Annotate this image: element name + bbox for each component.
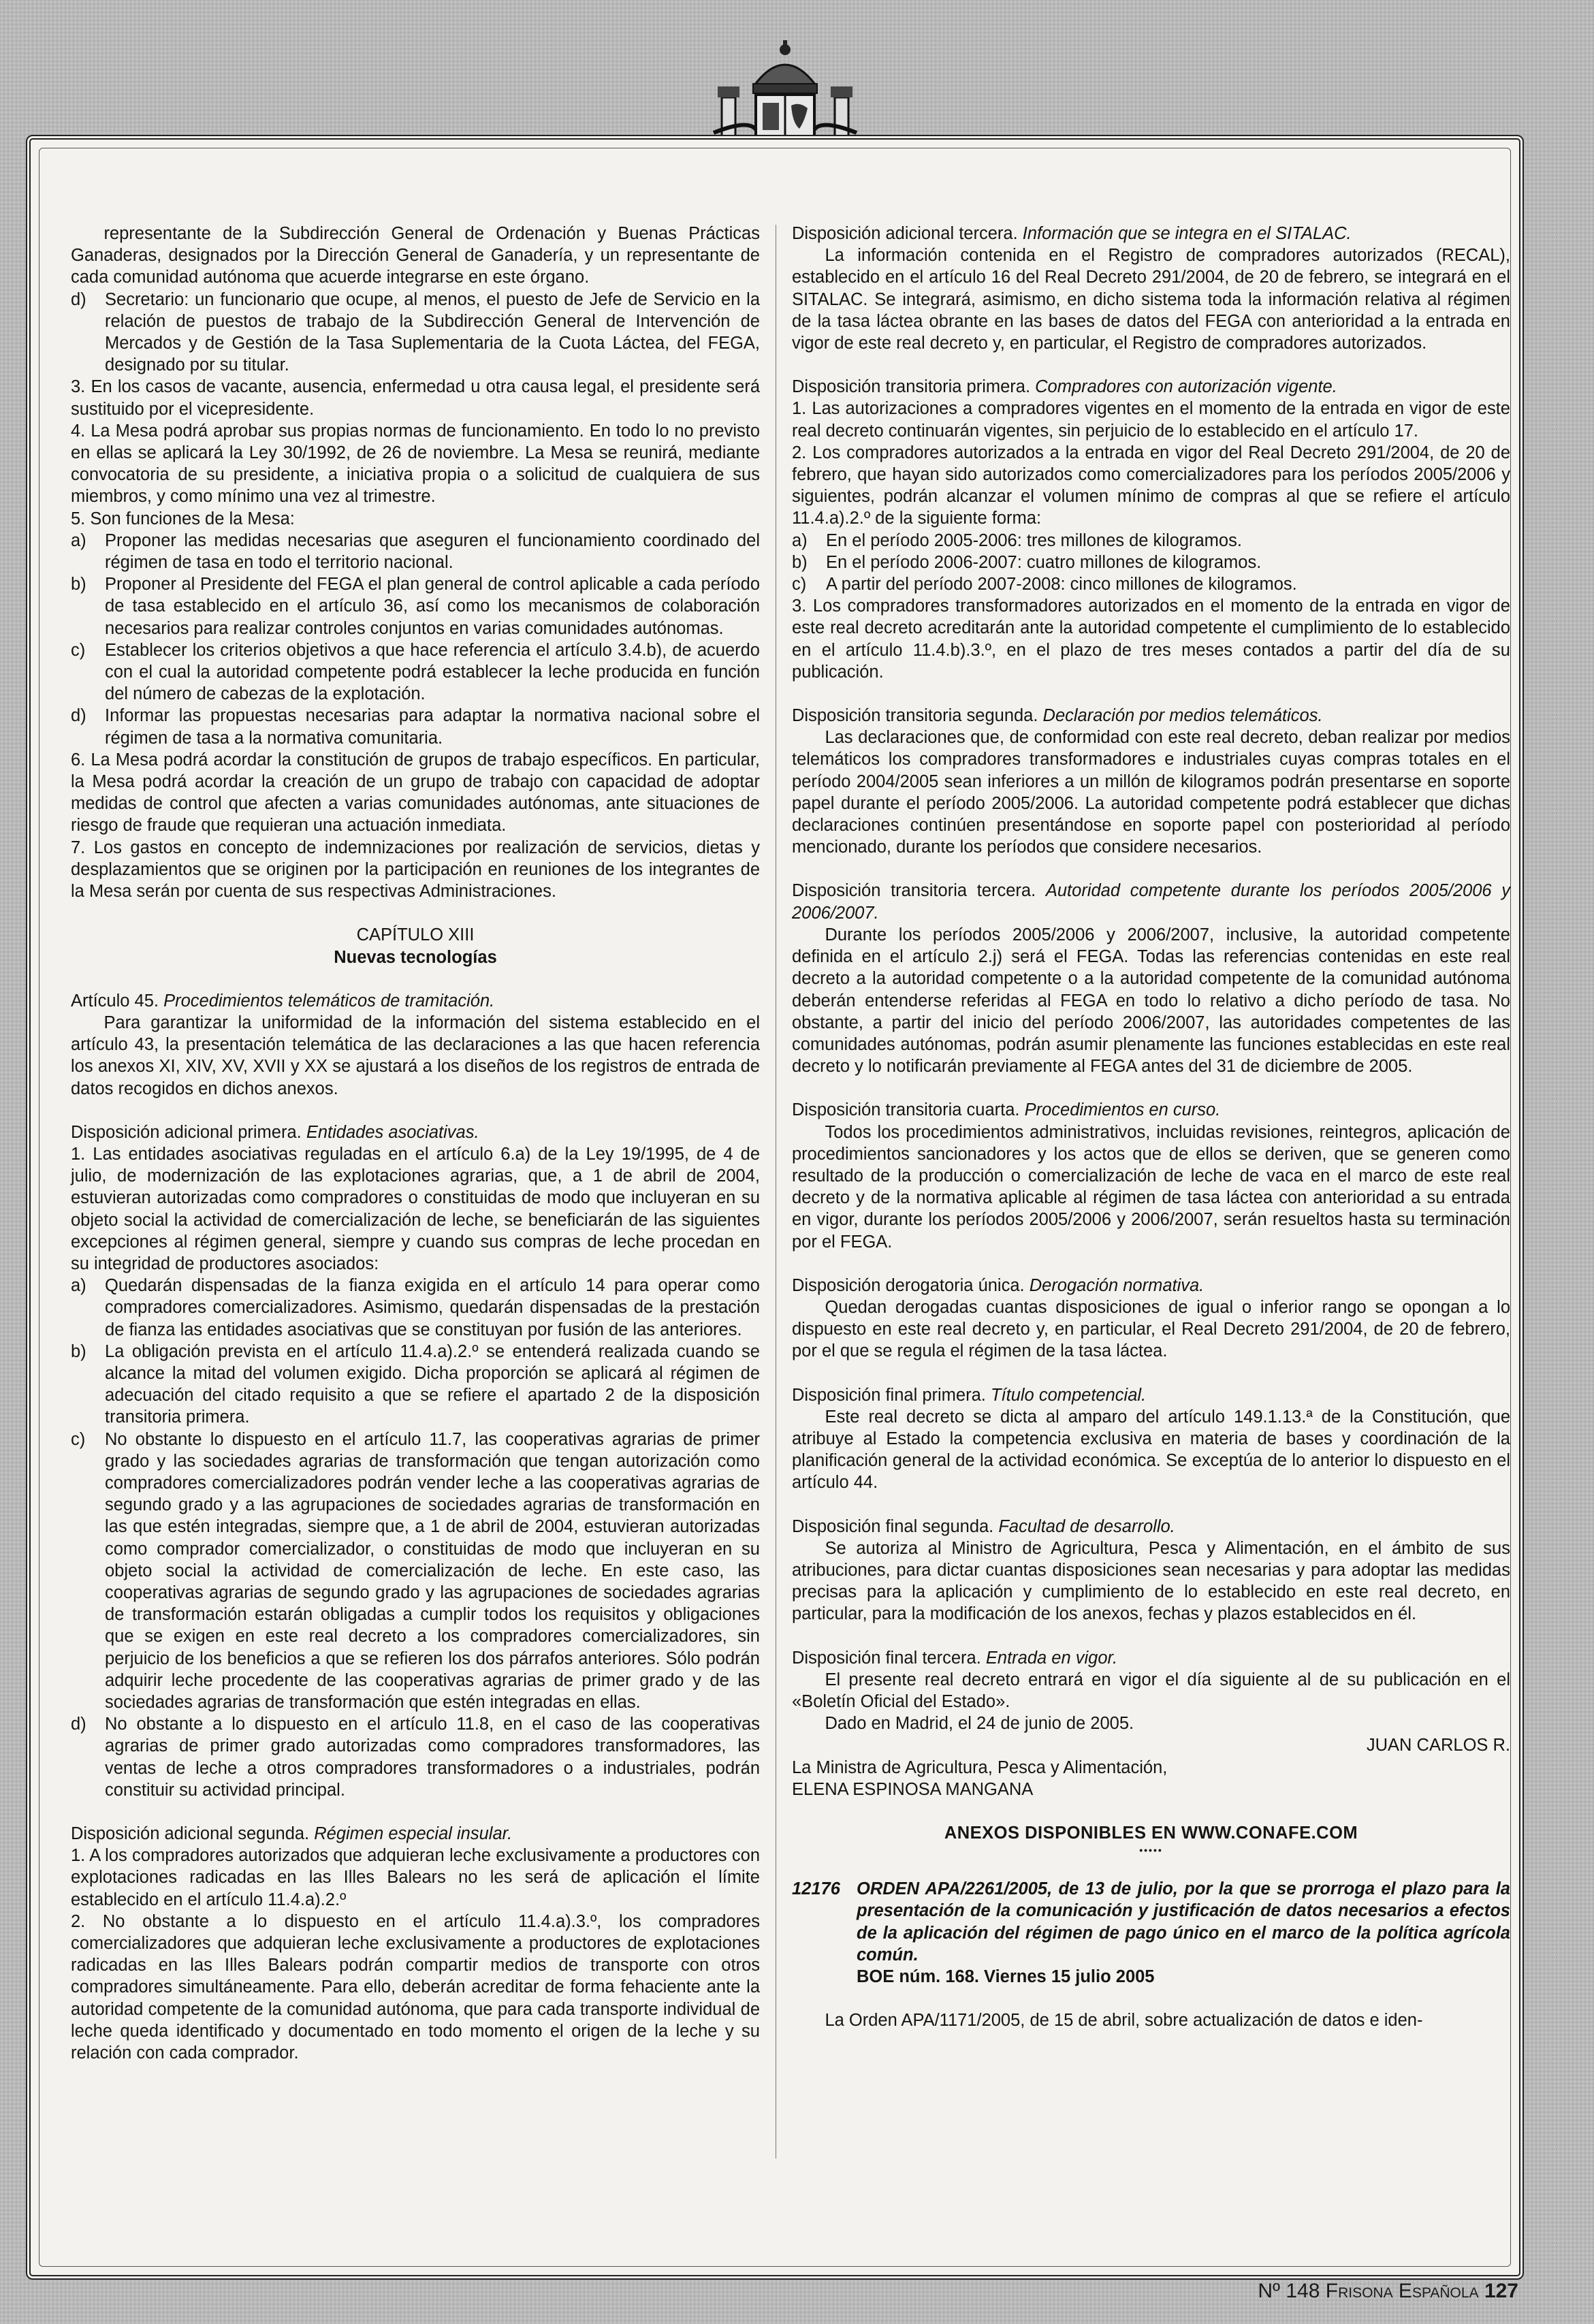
list-text: La obligación prevista en el artículo 11.4.a).2.º se entenderá realizada cuando se alcance la mitad del volumen exigido. Dicha proporción se aplicará al régimen de adecuación del citado requisito a que se refiere el apartado 2 de la disposición transitoria primera. — [105, 1341, 760, 1427]
paragraph: 1. A los compradores autorizados que adquieran leche exclusivamente a productores con explotaciones radicadas en las Illes Balears no les será de aplicación el límite establecido en el artículo 11.4.a).2.º — [71, 1846, 760, 1909]
list-item — [792, 573, 1510, 595]
list-item — [71, 705, 760, 748]
paragraph: 4. La Mesa podrá aprobar sus propias normas de funcionamiento. En todo lo no previsto en ellas se aplicará la Ley 30/1992, de 26 de noviembre. La Mesa se reunirá, mediante convocatoria de su presidente, a iniciativa propia o a solicitud de cualquiera de sus miembros, y como mínimo una vez al trimestre. — [71, 421, 760, 507]
separator-dots: ••••• — [1139, 1845, 1163, 1856]
minister-title: La Ministra de Agricultura, Pesca y Alimentación, — [792, 1757, 1168, 1777]
chapter-number: CAPÍTULO XIII — [356, 925, 475, 945]
chapter-title: Nuevas tecnologías — [334, 947, 497, 967]
list-text: Establecer los criterios objetivos a que hace referencia el artículo 3.4.b), de acuerdo con el cual la autoridad competente podrá establecer la leche producida en función del número de cabezas de la explotación. — [105, 640, 760, 704]
list-item — [71, 1713, 760, 1801]
list-item — [71, 530, 760, 573]
section-lead: Disposición adicional primera. — [71, 1122, 302, 1142]
order-title — [857, 1878, 1510, 1988]
section-lead: Disposición transitoria primera. — [792, 377, 1031, 397]
list-text: No obstante lo dispuesto en el artículo 11.7, las cooperativas agrarias de primer grado y las sociedades agrarias de transformación que tengan autorización como compradores comercializadores podrán vender leche a las cooperativas agrarias de segundo grado y a las agrupaciones de sociedades agrarias de transformación en las que estén integradas, siempre que, a 1 de abril de 2004, estuvieran autorizadas como comprador comercializador, o constituidas de modo que incluyeran en su objeto social la actividad de comercialización de leche. En este caso, las cooperativas agrarias de segundo grado y las agrupaciones de sociedades agrarias de transformación estarán obligadas a cumplir todos los requisitos y obligaciones que se exigen en este real decreto a los compradores comercializadores, sin perjuicio de los beneficios a que se refieren los dos párrafos anteriores. Sólo podrán adquirir leche procedente de las cooperativas agrarias de primer grado y de las sociedades agrarias de transformación que estén integradas en ellas. — [105, 1429, 760, 1712]
list-item — [71, 289, 760, 377]
order-number: 12176 — [792, 1879, 840, 1899]
paragraph: 5. Son funciones de la Mesa: — [71, 509, 295, 528]
list-item — [71, 573, 760, 639]
section-heading — [792, 1384, 1510, 1406]
annexes-link: ANEXOS DISPONIBLES EN WWW.CONAFE.COM — [944, 1824, 1358, 1843]
section-lead: Disposición final segunda. — [792, 1516, 994, 1536]
paragraph: Se autoriza al Ministro de Agricultura, Pesca y Alimentación, en el ámbito de sus atribuciones, para dictar cuantas disposiciones sean necesarias y para adoptar las medidas precisas para la aplicación y cumplimiento de lo establecido en este real decreto, en particular, para la modificación de los anexos, fechas y plazos establecidos en él. — [792, 1538, 1510, 1624]
list-marker: d) — [71, 289, 86, 309]
paragraph: Para garantizar la uniformidad de la información del sistema establecido en el artículo 43, la presentación telemática de las declaraciones a las que hacen referencia los anexos XI, XIV, XV, XVII y XX se ajustará a los diseños de los registros de entrada de datos recogidos en dichos anexos. — [71, 1013, 760, 1098]
section-title: Entrada en vigor. — [985, 1648, 1118, 1668]
section-title: Título competencial. — [990, 1385, 1147, 1405]
paragraph: Este real decreto se dicta al amparo del artículo 149.1.13.ª de la Constitución, que atribuye al Estado la competencia exclusiva en materia de bases y coordinación de la planificación general de la actividad económica. Se exceptúa de lo anterior lo dispuesto en el artículo 44. — [792, 1407, 1510, 1493]
list-item — [792, 552, 1510, 573]
paragraph: 7. Los gastos en concepto de indemnizaciones por realización de servicios, dietas y desplazamientos que se originen por la participación en reuniones de los integrantes de la Mesa serán por cuenta de sus respectivas Administraciones. — [71, 838, 760, 902]
section-lead: Disposición transitoria tercera. — [792, 881, 1036, 901]
paragraph: 3. Los compradores transformadores autorizados en el momento de la entrada en vigor de este real decreto acreditarán ante la autoridad competente el cumplimiento de lo establecido en el artículo 11.4.b).3.º, en el plazo de tres meses contados a partir del día de su publicación. — [792, 596, 1510, 682]
list-item — [71, 1429, 760, 1714]
section-title: Autoridad competente durante los períodos 2005/2006 y 2006/2007. — [792, 881, 1510, 923]
section-heading — [792, 1275, 1510, 1296]
paragraph: Las declaraciones que, de conformidad con este real decreto, deban realizar por medios telemáticos los compradores transformadores e industriales cuyas compras totales en el período 2004/2005 sean inferiores a un millón de kilogramos podrán presentarse en soporte papel durante el período 2005/2006. La autoridad competente podrá establecer que dichas declaraciones continúen presentándose en soporte papel con posterioridad al período mencionado, durante los períodos que considere necesarios. — [792, 728, 1510, 857]
list-marker: c) — [71, 1429, 86, 1449]
section-title: Derogación normativa. — [1029, 1275, 1205, 1295]
paragraph: 2. Los compradores autorizados a la entrada en vigor del Real Decreto 291/2004, de 20 de febrero, que hayan sido autorizados como comercializadores para los períodos 2005/2006 y siguientes, podrán alcanzar el volumen mínimo de compras al que se refiere el artículo 11.4.a).2.º de la siguiente forma: — [792, 443, 1510, 528]
section-heading — [792, 376, 1510, 398]
section-heading — [71, 990, 760, 1012]
section-heading — [71, 1121, 760, 1143]
left-column — [71, 223, 760, 2064]
paragraph: La información contenida en el Registro de compradores autorizados (RECAL), establecido en el artículo 16 del Real Decreto 291/2004, de 20 de febrero, se integrará en el SITALAC. Se integrará, asimismo, en dicho sistema toda la información relativa al régimen de la tasa láctea obrante en las bases de datos del FEGA con anterioridad a la entrada en vigor de este real decreto y, en particular, el Registro de compradores autorizados. — [792, 246, 1510, 353]
list-text: Secretario: un funcionario que ocupe, al menos, el puesto de Jefe de Servicio en la relación de puestos de trabajo de la Subdirección General de Intervención de Mercados y de Gestión de la Tasa Suplementaria de la Cuota Láctea, del FEGA, designado por su titular. — [105, 289, 760, 375]
list-text: A partir del período 2007-2008: cinco millones de kilogramos. — [826, 575, 1297, 594]
section-lead: Disposición final tercera. — [792, 1648, 981, 1668]
list-marker: d) — [71, 1715, 86, 1734]
paragraph: La Orden APA/1171/2005, de 15 de abril, sobre actualización de datos e iden- — [825, 2011, 1423, 2031]
section-heading — [792, 705, 1510, 727]
minister-name: ELENA ESPINOSA MANGANA — [792, 1779, 1034, 1799]
paragraph: 1. Las autorizaciones a compradores vigentes en el momento de la entrada en vigor de este real decreto continuarán vigentes, sin perjuicio de lo establecido en el artículo 17. — [792, 399, 1510, 441]
list-marker: a) — [792, 530, 808, 550]
section-title: Información que se integra en el SITALAC. — [1022, 224, 1352, 243]
date-line: Dado en Madrid, el 24 de junio de 2005. — [825, 1714, 1134, 1734]
paragraph: Quedan derogadas cuantas disposiciones de igual o inferior rango se opongan a lo dispuesto en este real decreto y, en particular, el Real Decreto 291/2004, de 20 de febrero, por el que se regula el régimen de la tasa láctea. — [792, 1297, 1510, 1361]
page-number: 127 — [1484, 2280, 1518, 2302]
list-item — [71, 639, 760, 705]
list-text: Proponer al Presidente del FEGA el plan general de control aplicable a cada período de tasa establecido en el artículo 36, así como los mecanismos de colaboración necesarios para realizar controles conjuntos en varias comunidades autónomas. — [105, 575, 760, 638]
list-text: Quedarán dispensadas de la fianza exigida en el artículo 14 para operar como compradores comercializadores. Asimismo, quedarán dispensadas de la prestación de fianza las entidades asociativas que se constituyan por fusión de las anteriores. — [105, 1276, 760, 1339]
section-title: Régimen especial insular. — [314, 1824, 513, 1844]
list-text: En el período 2005-2006: tres millones de kilogramos. — [826, 530, 1242, 550]
section-lead: Disposición adicional segunda. — [71, 1824, 310, 1844]
section-heading — [792, 880, 1510, 923]
order-title-text: ORDEN APA/2261/2005, de 13 de julio, por la que se prorroga el plazo para la presentación de la comunicación y justificación de datos necesarios a efectos de la aplicación del régimen de pago único en el marco de la política agrícola común. — [857, 1879, 1510, 1964]
section-lead: Artículo 45. — [71, 991, 159, 1010]
right-column — [792, 223, 1510, 2031]
order-boe: BOE núm. 168. Viernes 15 julio 2005 — [857, 1967, 1155, 1987]
order-heading — [792, 1878, 1510, 1988]
list-text: Proponer las medidas necesarias que aseguren el funcionamiento coordinado del régimen de tasa en todo el territorio nacional. — [105, 530, 760, 573]
section-heading — [792, 1647, 1510, 1669]
section-lead: Disposición derogatoria única. — [792, 1275, 1025, 1295]
paragraph: Durante los períodos 2005/2006 y 2006/2007, inclusive, la autoridad competente definida en el artículo 2.j) será el FEGA. Todas las referencias contenidas en este real decreto a la autoridad competente o a la autoridad competente de la comunidad autónoma deberán entenderse referidas al FEGA en todo lo relativo a dicho período de tasa. No obstante, a partir del inicio del período 2006/2007, las autoridades competentes de las comunidades autónomas, podrán asumir plenamente las funciones establecidas en este real decreto y lo notificarán previamente al FEGA antes del 31 de diciembre de 2005. — [792, 925, 1510, 1077]
section-title: Entidades asociativas. — [306, 1122, 479, 1142]
paragraph: El presente real decreto entrará en vigor el día siguiente al de su publicación en el «Boletín Oficial del Estado». — [792, 1670, 1510, 1711]
paragraph: 3. En los casos de vacante, ausencia, enfermedad u otra causa legal, el presidente será sustituido por el vicepresidente. — [71, 377, 760, 419]
signature: JUAN CARLOS R. — [1366, 1736, 1510, 1755]
paragraph: 2. No obstante a lo dispuesto en el artículo 11.4.a).3.º, los compradores comercializadores que adquieran leche exclusivamente a productores de explotaciones radicadas en las Illes Balears podrán compartir medios de transporte con otros compradores simultáneamente. Para ello, deberán acreditar de forma fehaciente ante la autoridad competente de la comunidad autónoma, que para cada transporte individual de leche queda identificado y documentado en todo momento el origen de la leche y su relación con cada comprador. — [71, 1911, 760, 2063]
section-heading — [792, 223, 1510, 244]
section-title: Facultad de desarrollo. — [998, 1516, 1175, 1536]
section-lead: Disposición transitoria cuarta. — [792, 1100, 1020, 1120]
paragraph: Todos los procedimientos administrativos, incluidas revisiones, reintegros, aplicación de procedimientos sancionadores y los actos que de ellos se deriven, que se generen como resultado de la producción o comercialización de leche de vaca en el marco de este real decreto y de la normativa aplicable al régimen de tasa láctea con anterioridad a su entrada en vigor, durante los períodos 2005/2006 y 2006/2007, serán resueltos hasta su terminación por el FEGA. — [792, 1122, 1510, 1252]
list-marker: b) — [71, 1341, 86, 1361]
list-marker: d) — [71, 706, 86, 726]
section-title: Compradores con autorización vigente. — [1035, 377, 1337, 397]
section-lead: Disposición transitoria segunda. — [792, 706, 1038, 726]
list-text: Informar las propuestas necesarias para adaptar la normativa nacional sobre el régimen de tasa a la normativa comunitaria. — [105, 706, 760, 748]
section-lead: Disposición final primera. — [792, 1385, 986, 1405]
list-marker: a) — [71, 530, 86, 550]
section-title: Procedimientos telemáticos de tramitación. — [163, 991, 495, 1010]
list-marker: c) — [792, 575, 807, 594]
paragraph: 1. Las entidades asociativas reguladas en el artículo 6.a) de la Ley 19/1995, de 4 de julio, de modernización de las explotaciones agrarias, que, a 1 de abril de 2004, estuvieran autorizadas como compradores o constituidas de modo que incluyeran en su objeto social la actividad de comercialización de leche, se beneficiarán de las siguientes excepciones al régimen general, siempre y cuando sus compras de leche procedan en su integridad de productores asociados: — [71, 1144, 760, 1273]
list-item — [792, 530, 1510, 552]
section-title: Procedimientos en curso. — [1024, 1100, 1221, 1120]
list-item — [71, 1275, 760, 1341]
list-text: En el período 2006-2007: cuatro millones de kilogramos. — [826, 552, 1262, 572]
issue-number: Nº 148 — [1258, 2280, 1320, 2302]
section-heading — [71, 1823, 760, 1845]
list-marker: b) — [792, 552, 808, 572]
list-marker: a) — [71, 1276, 86, 1296]
list-marker: c) — [71, 640, 86, 660]
page-footer — [1198, 2280, 1518, 2303]
paragraph: 6. La Mesa podrá acordar la constitución de grupos de trabajo específicos. En particular, la Mesa podrá acordar la creación de un grupo de trabajo con capacidad de adoptar medidas de control que afecten a varias comunidades autónomas, ante situaciones de riesgo de fraude que requieran una actuación inmediata. — [71, 750, 760, 835]
section-title: Declaración por medios telemáticos. — [1042, 706, 1323, 726]
list-text: No obstante a lo dispuesto en el artículo 11.8, en el caso de las cooperativas agrarias de primer grado autorizadas como compradores transformadores, las ventas de leche a otros compradores transformadores o a industriales, podrán constituir su actividad principal. — [105, 1715, 760, 1800]
paragraph: representante de la Subdirección General de Ordenación y Buenas Prácticas Ganaderas, designados por la Dirección General de Ganadería, y un representante de cada comunidad autónoma que acuerde integrarse en este órgano. — [71, 224, 760, 287]
section-heading — [792, 1099, 1510, 1121]
list-item — [71, 1341, 760, 1429]
magazine-name: Frisona Española — [1325, 2280, 1479, 2302]
section-lead: Disposición adicional tercera. — [792, 224, 1018, 243]
list-marker: b) — [71, 575, 86, 594]
section-heading — [792, 1516, 1510, 1538]
